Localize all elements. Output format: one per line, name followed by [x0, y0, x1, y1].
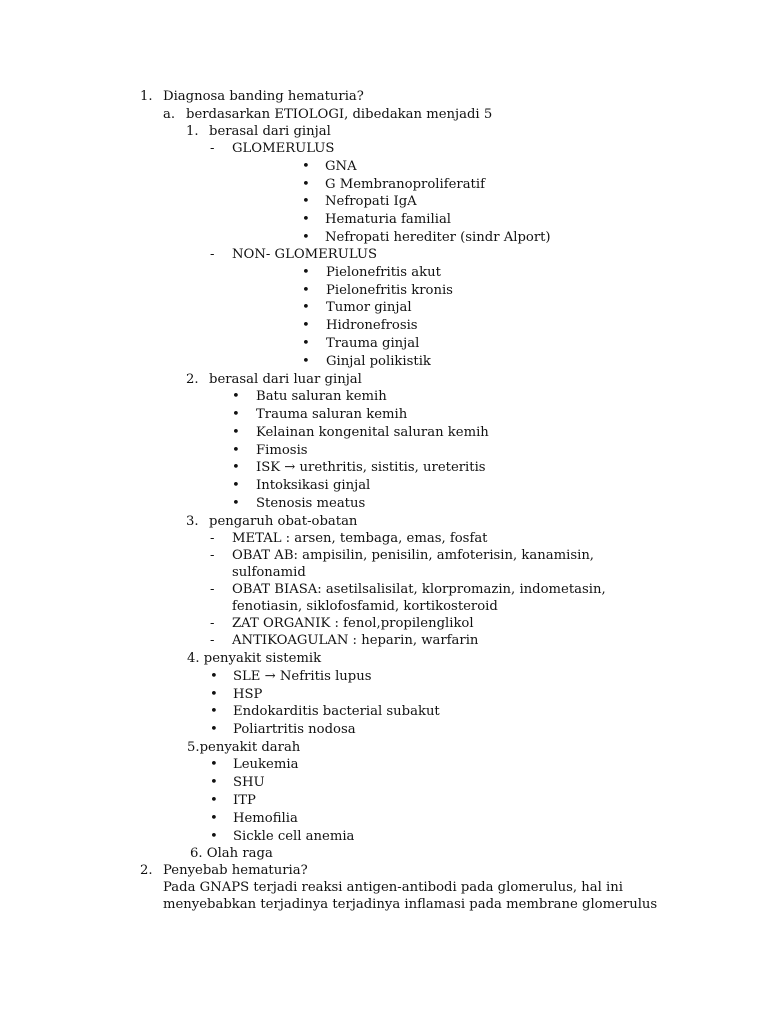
bullet-icon: • — [302, 194, 310, 209]
q2-number: 2. — [140, 863, 153, 878]
q1-number: 1. — [140, 89, 153, 104]
list-item: Trauma ginjal — [326, 336, 420, 351]
bullet-icon: • — [302, 354, 310, 369]
list-item: Leukemia — [233, 757, 299, 772]
paragraph-line: Pada GNAPS terjadi reaksi antigen-antibodi pada glomerulus, hal ini — [163, 880, 623, 895]
dash-marker: - — [210, 616, 215, 631]
bullet-icon: • — [232, 443, 240, 458]
s6-title: 6. Olah raga — [190, 846, 273, 861]
dash-marker: - — [210, 582, 215, 597]
list-item: Poliartritis nodosa — [233, 722, 356, 737]
list-item: SLE → Nefritis lupus — [233, 669, 372, 684]
bullet-icon: • — [302, 336, 310, 351]
list-item: ANTIKOAGULAN : heparin, warfarin — [232, 633, 479, 648]
list-item: ISK → urethritis, sistitis, ureteritis — [256, 460, 486, 475]
bullet-icon: • — [210, 687, 218, 702]
bullet-icon: • — [210, 704, 218, 719]
glomerulus-label: GLOMERULUS — [232, 141, 335, 156]
list-item-continuation: fenotiasin, siklofosfamid, kortikosteroid — [232, 599, 498, 614]
paragraph-line: menyebabkan terjadinya terjadinya inflamasi pada membrane glomerulus — [163, 897, 658, 912]
list-item: METAL : arsen, tembaga, emas, fosfat — [232, 531, 488, 546]
bullet-icon: • — [210, 775, 218, 790]
q1-title: Diagnosa banding hematuria? — [163, 89, 364, 104]
s1-number: 1. — [186, 124, 199, 139]
bullet-icon: • — [232, 425, 240, 440]
list-item: Ginjal polikistik — [326, 354, 431, 369]
s1-title: berasal dari ginjal — [209, 124, 331, 139]
list-item: Hematuria familial — [325, 212, 452, 227]
list-item: ZAT ORGANIK : fenol,propilenglikol — [232, 616, 474, 631]
list-item: Hidronefrosis — [326, 318, 418, 333]
s5-title: 5.penyakit darah — [187, 740, 301, 755]
list-item-continuation: sulfonamid — [232, 565, 306, 580]
list-item: Sickle cell anemia — [233, 829, 355, 844]
list-item: Tumor ginjal — [326, 300, 412, 315]
bullet-icon: • — [302, 300, 310, 315]
bullet-icon: • — [302, 177, 310, 192]
list-item: Stenosis meatus — [256, 496, 366, 511]
bullet-icon: • — [302, 230, 310, 245]
dash-marker: - — [210, 247, 215, 262]
list-item: Kelainan kongenital saluran kemih — [256, 425, 489, 440]
bullet-icon: • — [232, 389, 240, 404]
dash-marker: - — [210, 548, 215, 563]
bullet-icon: • — [210, 669, 218, 684]
bullet-icon: • — [302, 283, 310, 298]
list-item: ITP — [233, 793, 256, 808]
bullet-icon: • — [232, 460, 240, 475]
bullet-icon: • — [210, 793, 218, 808]
list-item: G Membranoproliferatif — [325, 177, 485, 192]
list-item: Endokarditis bacterial subakut — [233, 704, 440, 719]
list-item: Pielonefritis kronis — [326, 283, 453, 298]
bullet-icon: • — [210, 811, 218, 826]
s3-title: pengaruh obat-obatan — [209, 514, 358, 529]
a-text: berdasarkan ETIOLOGI, dibedakan menjadi 5 — [186, 107, 493, 122]
list-item: OBAT AB: ampisilin, penisilin, amfoterisin, kanamisin, — [232, 548, 594, 563]
s4-title: 4. penyakit sistemik — [187, 651, 322, 666]
list-item: OBAT BIASA: asetilsalisilat, klorpromazin, indometasin, — [232, 582, 606, 597]
list-item: HSP — [233, 687, 263, 702]
non-glomerulus-label: NON- GLOMERULUS — [232, 247, 377, 262]
a-marker: a. — [163, 107, 176, 122]
bullet-icon: • — [210, 829, 218, 844]
dash-marker: - — [210, 141, 215, 156]
list-item: GNA — [325, 159, 357, 174]
list-item: Fimosis — [256, 443, 308, 458]
bullet-icon: • — [302, 212, 310, 227]
list-item: Batu saluran kemih — [256, 389, 387, 404]
list-item: Trauma saluran kemih — [256, 407, 408, 422]
s3-number: 3. — [186, 514, 199, 529]
list-item: Nefropati herediter (sindr Alport) — [325, 230, 551, 245]
bullet-icon: • — [302, 159, 310, 174]
bullet-icon: • — [210, 757, 218, 772]
s2-title: berasal dari luar ginjal — [209, 372, 362, 387]
s2-number: 2. — [186, 372, 199, 387]
bullet-icon: • — [232, 407, 240, 422]
list-item: Pielonefritis akut — [326, 265, 441, 280]
list-item: SHU — [233, 775, 265, 790]
dash-marker: - — [210, 633, 215, 648]
bullet-icon: • — [232, 478, 240, 493]
list-item: Nefropati IgA — [325, 194, 417, 209]
bullet-icon: • — [232, 496, 240, 511]
bullet-icon: • — [302, 265, 310, 280]
bullet-icon: • — [210, 722, 218, 737]
list-item: Hemofilia — [233, 811, 298, 826]
q2-title: Penyebab hematuria? — [163, 863, 308, 878]
bullet-icon: • — [302, 318, 310, 333]
list-item: Intoksikasi ginjal — [256, 478, 371, 493]
dash-marker: - — [210, 531, 215, 546]
